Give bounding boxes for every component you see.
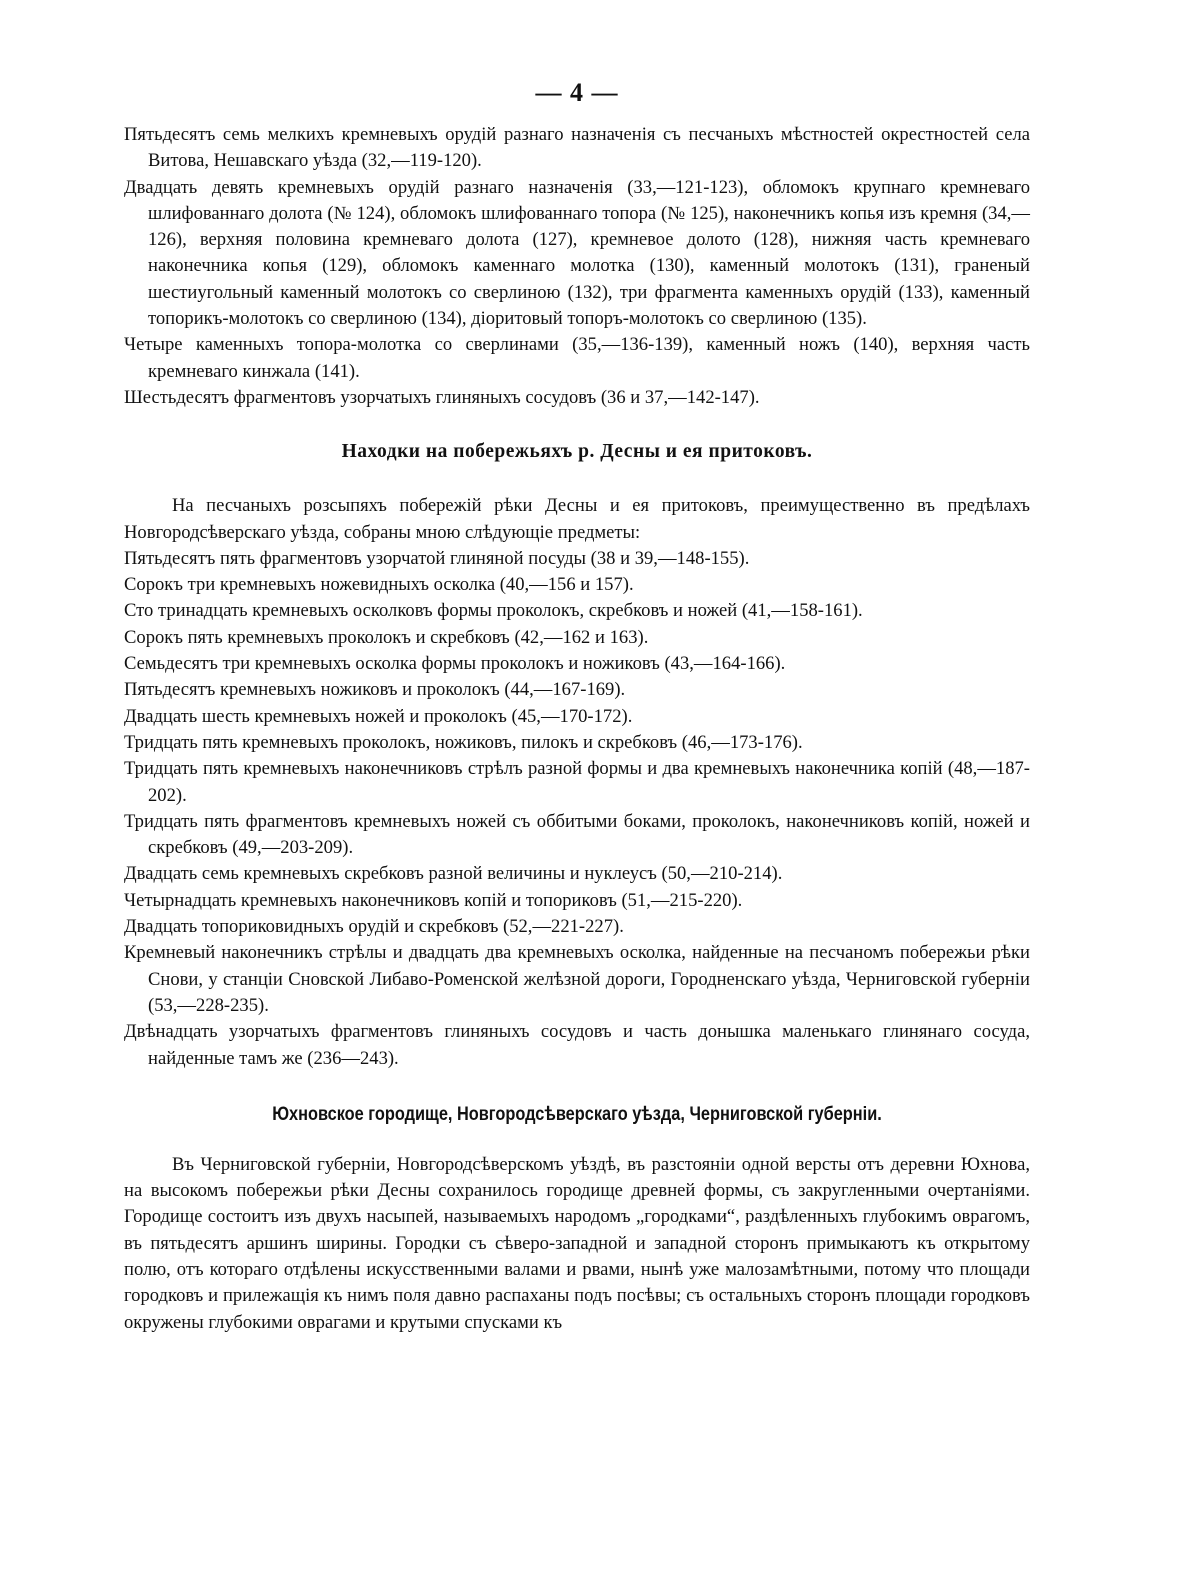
- list-item: Двадцать семь кремневыхъ скребковъ разной величины и нуклеусъ (50,—210-214).: [124, 863, 783, 885]
- list-item: Пятьдесятъ кремневыхъ ножиковъ и проколокъ (44,—167-169).: [124, 679, 626, 701]
- list-item: Двадцать девять кремневыхъ орудій разнаго назначенія (33,—121-123), обломокъ крупнаго кремневаго шлифованнаго долота (№ 124), обломокъ шлифованнаго топора (№ 125), наконечникъ копья изъ кремня (34,—126), верхняя половина кремневаго долота (127), кремневое долото (128), нижняя часть кремневаго наконечника копья (129), обломокъ каменнаго молотка (130), каменный молотокъ (131), граненый шестиугольный каменный молотокъ со сверлиною (132), три фрагмента каменныхъ орудій (133), каменный топорикъ-молотокъ со сверлиною (134), діоритовый топоръ-молотокъ со сверлиною (135).: [124, 176, 1030, 330]
- hillfort-description-paragraph: Въ Черниговской губерніи, Новгородсѣверскомъ уѣздѣ, въ разстояніи одной версты отъ деревни Юхнова, на высокомъ побережьи рѣки Десны сохранилось городище древней формы, съ закругленными очертаніями. Городище состоитъ изъ двухъ насыпей, называемыхъ народомъ „городками“, раздѣленныхъ глубокимъ оврагомъ, въ пятьдесятъ аршинъ ширины. Городки съ сѣверо-западной и западной сторонъ примыкаютъ къ открытому полю, отъ котораго отдѣлены искусственными валами и рвами, нынѣ уже малозамѣтными, потому что площади городковъ и прилежащія къ нимъ поля давно распаханы подъ посѣвы; съ остальныхъ сторонъ площади городковъ окружены глубокими оврагами и крутыми спусками къ: [124, 1153, 1030, 1333]
- list-item: Тридцать пять кремневыхъ проколокъ, ножиковъ, пилокъ и скребковъ (46,—173-176).: [124, 731, 803, 753]
- list-item: Кремневый наконечникъ стрѣлы и двадцать два кремневыхъ осколка, найденные на песчаномъ побережьи рѣки Снови, у станціи Сновской Либаво-Роменской желѣзной дороги, Городненскаго уѣзда, Черниговской губерніи (53,—228-235).: [124, 942, 1030, 1016]
- intro-entry-list: [124, 122, 1030, 411]
- list-item: Пятьдесятъ семь мелкихъ кремневыхъ орудій разнаго назначенія съ песчаныхъ мѣстностей окрестностей села Витова, Нешавскаго уѣзда (32,—119-120).: [124, 124, 1030, 172]
- section-intro-paragraph: На песчаныхъ розсыпяхъ побережій рѣки Десны и ея притоковъ, преимущественно въ предѣлахъ Новгородсѣверскаго уѣзда, собраны мною слѣдующіе предметы:: [124, 495, 1030, 543]
- list-item: Сто тринадцать кремневыхъ осколковъ формы проколокъ, скребковъ и ножей (41,—158-161).: [124, 600, 863, 622]
- list-item: Тридцать пять фрагментовъ кремневыхъ ножей съ оббитыми боками, проколокъ, наконечниковъ копій, ножей и скребковъ (49,—203-209).: [124, 810, 1030, 859]
- list-item: Двадцать шесть кремневыхъ ножей и проколокъ (45,—170-172).: [124, 705, 633, 727]
- list-item: Шестьдесятъ фрагментовъ узорчатыхъ глиняныхъ сосудовъ (36 и 37,—142-147).: [124, 386, 760, 408]
- list-item: Тридцать пять кремневыхъ наконечниковъ стрѣлъ разной формы и два кремневыхъ наконечника копій (48,—187-202).: [124, 758, 1030, 806]
- list-item: Семьдесятъ три кремневыхъ осколка формы проколокъ и ножиковъ (43,—164-166).: [124, 653, 786, 675]
- list-item: Четырнадцать кремневыхъ наконечниковъ копій и топориковъ (51,—215-220).: [124, 889, 743, 911]
- desna-entry-list: [124, 546, 1030, 1072]
- list-item: Четыре каменныхъ топора-молотка со сверлинами (35,—136-139), каменный ножъ (140), верхняя часть кремневаго кинжала (141).: [124, 334, 1030, 382]
- document-page: [124, 78, 1030, 1336]
- page-number: — 4 —: [535, 78, 619, 107]
- list-item: Двѣнадцать узорчатыхъ фрагментовъ глиняныхъ сосудовъ и часть донышка маленькаго глинянаго сосуда, найденные тамъ же (236—243).: [124, 1021, 1030, 1069]
- section-heading-yukhnov-hillfort: Юхновское городище, Новгородсѣверскаго уѣзда, Черниговской губерніи.: [272, 1103, 882, 1125]
- list-item: Двадцать топориковидныхъ орудій и скребковъ (52,—221-227).: [124, 916, 624, 938]
- list-item: Пятьдесятъ пять фрагментовъ узорчатой глиняной посуды (38 и 39,—148-155).: [124, 547, 750, 569]
- list-item: Сорокъ пять кремневыхъ проколокъ и скребковъ (42,—162 и 163).: [124, 626, 649, 648]
- section-heading-desna-finds: Находки на побережьяхъ р. Десны и ея притоковъ.: [341, 441, 813, 463]
- list-item: Сорокъ три кремневыхъ ножевидныхъ осколка (40,—156 и 157).: [124, 574, 634, 596]
